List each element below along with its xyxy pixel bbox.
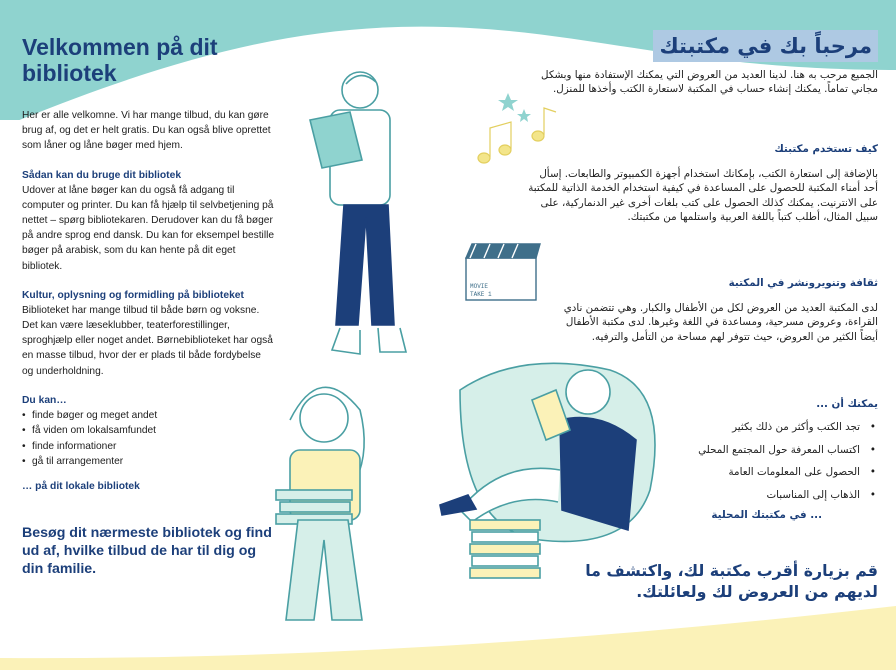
arabic-can-block <box>628 397 878 523</box>
stars-illustration <box>498 93 531 122</box>
list-item: • finde bøger og meget andet <box>22 408 274 423</box>
arabic-title: مرحباً بك في مكتبتك <box>653 30 878 62</box>
danish-how-text: Udover at låne bøger kan du også få adgang til computer og printer. Du kan få hjælp til selvbetjening på nettet – spørg bibliotekaren. Derudover kan du få bøger på andre sprog end dansk. Du kan for eksempel bestille bøger på arabisk, som du kan hente på dit eget bibliotek. <box>22 184 275 272</box>
woman-reading-in-chair-illustration <box>440 363 655 578</box>
arabic-culture-heading: ثقافة وتنويرونشر في المكتبة <box>728 277 878 289</box>
list-item: • få viden om lokalsamfundet <box>22 423 274 438</box>
list-item: • اكتساب المعرفة حول المجتمع المحلي <box>628 439 878 462</box>
arabic-can-heading: يمكنك أن ... <box>816 398 878 410</box>
danish-can-list <box>22 408 274 470</box>
danish-title: Velkommen på dit bibliotek <box>22 34 218 86</box>
standing-reader-illustration <box>310 72 406 354</box>
arabic-how-heading: كيف تستخدم مكتبتك <box>774 143 878 155</box>
arabic-culture-text: لدى المكتبة العديد من العروض لكل من الأطفال والكبار. وهي تتضمن نادي القراءة، وعروض مسرحية، ومساعدة في اللغة وغيرها. لدى مكتبة الأطفال أيضاً الكثير من العروض، حيث تتوفر لهم مساحة من التأمل والترفيه. <box>563 302 878 343</box>
arabic-intro: الجميع مرحب به هنا. لدينا العديد من العروض التي يمكنك الإستفادة منها وبشكل مجاني تماماً. يمكنك إنشاء حساب في المكتبة لاستعارة الكتب وأخذها للمنزل. <box>541 69 878 96</box>
danish-how-heading: Sådan kan du bruge dit bibliotek <box>22 169 182 181</box>
list-item: • تجد الكتب وأكثر من ذلك بكثير <box>628 416 878 439</box>
arabic-intro-block <box>522 30 878 97</box>
danish-column <box>22 34 274 578</box>
danish-culture-heading: Kultur, oplysning og formidling på biblioteket <box>22 289 244 301</box>
arabic-how-block <box>522 142 878 224</box>
danish-intro: Her er alle velkomne. Vi har mange tilbud, du kan gøre brug af, og det er helt gratis. Du kan også blive oprettet som låner og låne bøger med hjem. <box>22 110 271 152</box>
arabic-visit-block <box>538 560 878 602</box>
list-item: • الحصول على المعلومات العامة <box>628 461 878 484</box>
girl-with-books-illustration <box>276 387 364 620</box>
danish-visit-callout: Besøg dit nærmeste bibliotek og find ud af, hvilke tilbud de har til dig og din familie. <box>22 525 272 578</box>
arabic-local-library: ... في مكتبتك المحلية <box>711 509 822 521</box>
list-item: • gå til arrangementer <box>22 454 274 469</box>
arabic-can-list <box>628 416 878 506</box>
danish-local-library: … på dit lokale bibliotek <box>22 481 140 493</box>
danish-culture-text: Biblioteket har mange tilbud til både børn og voksne. Det kan være læseklubber, teaterforestillinger, sproghjælp eller noget andet. Børnebiblioteket har også en masse tilbud, hvor der er plads til både fordybelse og underholdning. <box>22 304 273 377</box>
list-item: • finde informationer <box>22 439 274 454</box>
clapper-text-1: MOVIE <box>470 283 489 290</box>
arabic-how-text: بالإضافة إلى استعارة الكتب، بإمكانك استخدام أجهزة الكمبيوتر والطابعات. إسأل أحد أمناء المكتبة للحصول على المساعدة في كيفية استخدام الخدمة الذاتية للمكتبة على الانترنيت. يمكنك كذلك الحصول على كتب بلغات أخرى غير الدنماركية، على سبيل المثال، أطلب كتباً باللغة العربية واستلمها من مكتبتك. <box>528 168 878 223</box>
danish-can-heading: Du kan… <box>22 394 67 406</box>
clapper-text-2: TAKE 1 <box>470 291 492 298</box>
arabic-culture-block <box>522 276 878 344</box>
list-item: • الذهاب إلى المناسبات <box>628 484 878 507</box>
arabic-visit-callout: قم بزيارة أقرب مكتبة لك، واكتشف ما لديهم من العروض لك ولعائلتك. <box>585 561 878 601</box>
